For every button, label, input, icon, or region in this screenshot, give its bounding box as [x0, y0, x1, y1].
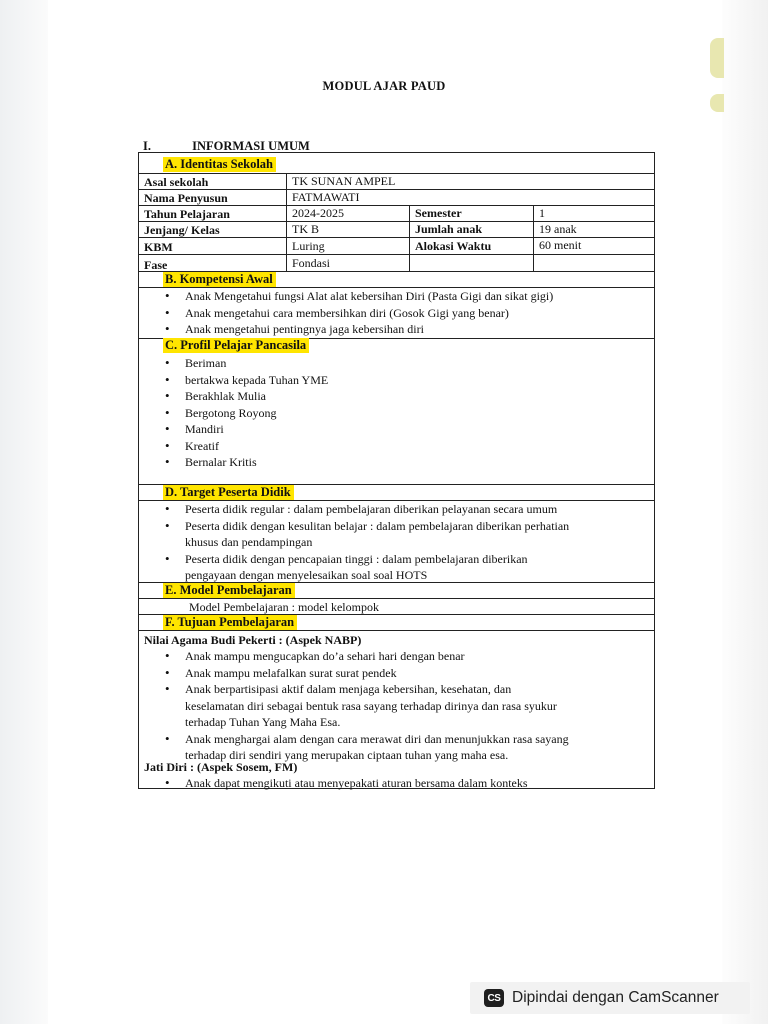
value-nama-penyusun: FATMAWATI — [292, 190, 360, 204]
label-alokasi-waktu: Alokasi Waktu — [415, 239, 492, 253]
list-item: • Bernalar Kritis — [165, 454, 328, 471]
camscanner-logo-icon: CS — [484, 989, 504, 1007]
kompetensi-list — [165, 288, 553, 338]
list-item: • Peserta didik regular : dalam pembelajaran diberikan pelayanan secara umum — [165, 501, 569, 518]
list-item: • Mandiri — [165, 421, 328, 438]
list-item: • Anak mampu melafalkan surat surat pendek — [165, 665, 569, 682]
value-kbm: Luring — [292, 239, 325, 253]
scan-edge-left — [0, 0, 48, 1024]
nabp-list — [165, 648, 569, 764]
value-asal-sekolah: TK SUNAN AMPEL — [292, 174, 396, 188]
value-semester: 1 — [539, 206, 545, 220]
list-item: • Anak mampu mengucapkan do’a sehari hari dengan benar — [165, 648, 569, 665]
label-semester: Semester — [415, 206, 462, 220]
list-item: • Peserta didik dengan pencapaian tinggi : dalam pembelajaran diberikan pengayaan dengan menyelesaikan soal soal HOTS — [165, 551, 569, 584]
value-fase: Fondasi — [292, 256, 331, 270]
nabp-title: Nilai Agama Budi Pekerti : (Aspek NABP) — [144, 633, 362, 647]
jati-diri-title: Jati Diri : (Aspek Sosem, FM) — [144, 760, 298, 774]
scan-artifact — [710, 94, 724, 112]
value-tahun-pelajaran: 2024-2025 — [292, 206, 344, 220]
value-jenjang-kelas: TK B — [292, 222, 319, 236]
label-fase: Fase — [144, 258, 168, 272]
heading-tujuan-pembelajaran: F. Tujuan Pembelajaran — [163, 615, 297, 630]
list-item: • Anak berpartisipasi aktif dalam menjaga kebersihan, kesehatan, dan keselamatan diri sebagai bentuk rasa sayang terhadap dirinya dan rasa syukur terhadap Tuhan Yang Maha Esa. — [165, 681, 569, 731]
watermark-text: Dipindai dengan CamScanner — [512, 989, 719, 1006]
scan-artifact — [710, 38, 724, 78]
label-nama-penyusun: Nama Penyusun — [144, 191, 228, 205]
heading-target-peserta: D. Target Peserta Didik — [163, 485, 294, 500]
label-jumlah-anak: Jumlah anak — [415, 222, 483, 236]
scan-edge-right — [722, 0, 768, 1024]
page-title: MODUL AJAR PAUD — [322, 79, 446, 93]
list-item: • Anak mengetahui pentingnya jaga kebersihan diri — [165, 321, 553, 338]
section-title: INFORMASI UMUM — [192, 139, 310, 153]
value-jumlah-anak: 19 anak — [539, 222, 577, 236]
list-item: • Anak menghargai alam dengan cara merawat diri dan menunjukkan rasa sayang terhadap diri sendiri yang merupakan ciptaan tuhan yang maha esa. — [165, 731, 569, 764]
list-item: • Anak mengetahui cara membersihkan diri (Gosok Gigi yang benar) — [165, 305, 553, 322]
value-alokasi-waktu: 60 menit — [539, 238, 582, 252]
profil-list — [165, 355, 328, 471]
list-item: • Berakhlak Mulia — [165, 388, 328, 405]
camscanner-watermark — [470, 982, 750, 1014]
label-jenjang-kelas: Jenjang/ Kelas — [144, 223, 220, 237]
list-item: • Bergotong Royong — [165, 405, 328, 422]
section-number: I. — [143, 139, 151, 153]
list-item: • Peserta didik dengan kesulitan belajar : dalam pembelajaran diberikan perhatian khusus dan pendampingan — [165, 518, 569, 551]
list-item: • Anak dapat mengikuti atau menyepakati aturan bersama dalam konteks — [165, 775, 528, 792]
target-list — [165, 501, 569, 584]
model-text: Model Pembelajaran : model kelompok — [189, 600, 379, 614]
heading-identitas-sekolah: A. Identitas Sekolah — [163, 157, 276, 172]
label-asal-sekolah: Asal sekolah — [144, 175, 209, 189]
jati-diri-list — [165, 775, 528, 792]
list-item: • bertakwa kepada Tuhan YME — [165, 372, 328, 389]
heading-model-pembelajaran: E. Model Pembelajaran — [163, 583, 295, 598]
list-item: • Kreatif — [165, 438, 328, 455]
heading-profil-pelajar: C. Profil Pelajar Pancasila — [163, 338, 309, 353]
label-tahun-pelajaran: Tahun Pelajaran — [144, 207, 230, 221]
list-item: • Anak Mengetahui fungsi Alat alat kebersihan Diri (Pasta Gigi dan sikat gigi) — [165, 288, 553, 305]
label-kbm: KBM — [144, 240, 173, 254]
heading-kompetensi-awal: B. Kompetensi Awal — [163, 272, 276, 287]
list-item: • Beriman — [165, 355, 328, 372]
